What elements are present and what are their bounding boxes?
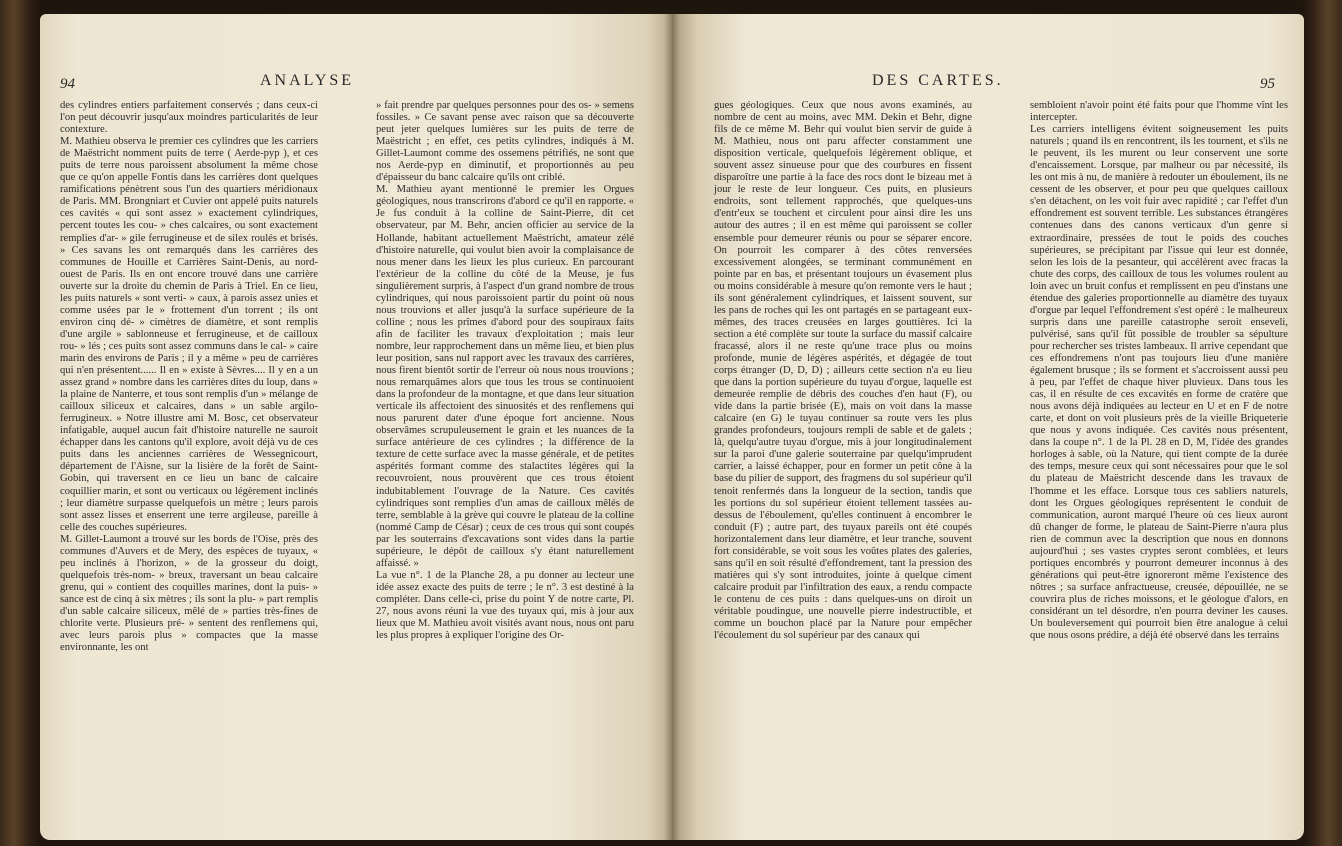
right-page <box>672 14 1304 840</box>
page-number: 94 <box>60 76 75 92</box>
text-column-2: sembloient n'avoir point été faits pour que l'homme vînt les intercepter. Les carriers intelligens évitent soigneusement les puits naturels ; quand ils en rencontrent, ils les tournent, et s'ils ne le peuvent, ils les murent ou leur conservent une sorte d'encaissement. Lorsque, par malheur ou par nécessité, ils les ont mis à nu, de manière à redouter un éboulement, ils ne cessent de les observer, et pour peu que quelques cailloux s'en détachent, on les voit fuir avec rapidité ; car l'effet d'un effondrement est souvent terrible. Les substances étrangères contenues dans des canons verticaux d'un genre si extraordinaire, pressées de tout le poids des couches supérieures, se précipitant par l'issue qui leur est donnée, selon les lois de la pesanteur, qui accélèrent avec fracas la chute des corps, des cailloux de tous les volumes roulent au loin avec un bruit confus et remplissent en peu d'instans une étendue des galeries proportionnelle au diamètre des tuyaux d'orgue par lequel l'effondrement s'est opéré : le malheureux surpris dans une pareille catastrophe seroit enseveli, pulvérisé, sans qu'il fût possible de troubler sa sépulture pour rechercher ses tristes lambeaux. Il arrive cependant que ces effondremens n'ont pas toujours lieu d'une manière également brusque ; ils se forment et s'accroissent aussi peu à peu, par l'effet de chaque hiver pluvieux. Dans tous les cas, il en résulte de ces excavités en forme de cratère que nous avons déjà indiquées au lecteur en U et en F de notre carte, et dont on voit plusieurs près de la vieille Briqueterie que nous y avons indiquée. Ces cavités nous présentent, dans la coupe n°. 1 de la Pl. 28 en D, M, l'idée des grandes horloges à sable, où la Nature, qui tient compte de la durée des temps, mesure ceux qui sont nécessaires pour que le sol du plateau de Maëstricht descende dans les travaux de l'homme et les efface. Lorsque tous ces sabliers naturels, dont les Orgues géologiques représentent le conduit de communication, auront marqué l'heure où ces lieux auront dû changer de forme, le plateau de Saint-Pierre n'aura plus rien de commun avec la description que nous en donnons aujourd'hui ; ses vastes cryptes seront comblées, et leurs portiques encombrés y pourront demeurer inconnus à des générations qui peut-être ignoreront même l'existence des nôtres ; sa surface anfractueuse, creusée, dépouillée, ne se couvrira plus de riches moissons, et le géologue d'alors, en considérant un tel désordre, n'en pourra deviner les causes. Un bouleversement qui pourroit bien être analogue à celui que nous osons prédire, a déjà été observé dans les terrains <box>1030 100 1288 642</box>
page-number: 95 <box>1260 76 1275 92</box>
left-page <box>40 14 672 840</box>
book-gutter <box>664 14 680 840</box>
text-column-1: gues géologiques. Ceux que nous avons examinés, au nombre de cent au moins, avec MM. Dekin et Behr, digne fils de ce même M. Behr qui voulut bien servir de guide à M. Mathieu, nous ont paru affecter constamment une disposition verticale, quelquefois légèrement oblique, et souvent assez sinueuse pour que des courbures en fissent disparoître une partie à la face des rocs dont le bizeau met à jour le reste de leur longueur. Ces puits, en plusieurs endroits, sont tellement rapprochés, que quelques-uns d'entr'eux se touchent et circulent pour ainsi dire les uns autour des autres ; il en est même qui paroissent se coller ensemble pour demeurer réunis ou pour se séparer encore. On pourroit les comparer à des côtes renversées excessivement alongées, se terminant communément en pointe par en bas, et présentant toujours un évasement plus ou moins considérable à mesure qu'on remonte vers le haut ; ils sont généralement cylindriques, et laissent souvent, sur les pans de roches qui les ont partagés en se partageant eux-mêmes, des traces creusées en larges gouttières. Ici la section a été complète sur toute la surface du massif calcaire fracassé, alors il ne reste qu'une trace plus ou moins profonde, munie de légères aspérités, et dégagée de tout corps étranger (D, D, D) ; ailleurs cette section n'a eu lieu que dans la portion supérieure du tuyau d'orgue, laquelle est demeurée remplie de débris des couches d'en haut (F), ou vide dans la partie brisée (E), mais on voit dans la masse calcaire (en G) le tuyau continuer sa route vers les plus grandes profondeurs, toujours rempli de sable et de galets ; là, quelqu'autre tuyau d'orgue, mis à jour longitudinalement sur la paroi d'une galerie souterraine par quelqu'imprudent carrier, a laissé échapper, pour en former un petit cône à la base du pilier de support, des fragmens du sol supérieur qu'il tenoit renfermés dans la longueur de la section, tandis que les portions du sol supérieur étoient tellement tassées au-dessus de l'éboulement, qu'elles continuent à encombrer le conduit (F) ; autre part, des tuyaux pareils ont été coupés horizontalement dans leur diamètre, et leur tranche, souvent fort considérable, se voit sous les voûtes plates des galeries, sans qu'il en soit résulté d'effondrement, tant la pression des matières qui s'y sont introduites, jointe à quelque ciment calcaire produit par l'infiltration des eaux, a rendu compacte le contenu de ces puits : dans quelques-uns on diroit un véritable poudingue, une nouvelle pierre indestructible, et comme un bouchon placé par la Nature pour empêcher l'écoulement du sol supérieur par des canaux qui <box>714 100 972 642</box>
running-head: DES CARTES. <box>872 72 1004 89</box>
text-column-1: des cylindres entiers parfaitement conservés ; dans ceux-ci l'on peut découvrir jusqu'aux moindres particularités de leur contexture. M. Mathieu observa le premier ces cylindres que les carriers de Maëstricht nomment puits de terre ( Aerde-pyp ), et ces puits de terre nous paroissent absolument la même chose que ce qu'on appelle Fontis dans les carrières dont quelques ramifications pénètrent sous l'un des quartiers méridionaux de Paris. MM. Brongniart et Cuvier ont appelé puits naturels ces cavités « qui sont assez » exactement cylindriques, percent toutes les cou- » ches calcaires, ou sont exactement remplies d'ar- » gile ferrugineuse et de silex roulés et brisés. » Ces savans les ont remarqués dans les carrières des communes de Houille et Carrières Saint-Denis, au nord-ouest de Paris. Ils en ont encore trouvé dans une carrière ouverte sur la droite du chemin de Paris à Triel. En ce lieu, les puits naturels « sont verti- » caux, à parois assez unies et comme usées par le » frottement d'un torrent ; ils ont environ cinq dé- » cimètres de diamètre, et sont remplis d'une argile » sablonneuse et ferrugineuse, et de cailloux rou- » lés ; ces puits sont assez communs dans le cal- » caire marin des environs de Paris ; il y a même » peu de carrières qui n'en présentent...... Il en » existe à Sèvres.... Il y en a un assez grand » nombre dans les carrières dites du loup, dans » la plaine de Nanterre, et tous sont remplis d'un » mélange de cailloux siliceux et calcaires, dans » un sable argilo-ferrugineux. » Notre illustre ami M. Bosc, cet observateur infatigable, auquel aucun fait d'histoire naturelle ne sauroit échapper dans les cantons qu'il explore, avoit déjà vu de ces puits dans les anciennes carrières de Wessegnicourt, département de l'Aisne, sur la lisière de la forêt de Saint-Gobin, qui traversent en ce lieu un banc de calcaire coquillier marin, et sont ou verticaux ou légèrement inclinés ; leur diamètre surpasse quelquefois un mètre ; leurs parois sont assez lisses et enserrent une terre argileuse, pareille à celle des couches supérieures. M. Gillet-Laumont a trouvé sur les bords de l'Oise, près des communes d'Auvers et de Mery, des espèces de tuyaux, « peu inclinés à l'horizon, » de la grosseur du doigt, quelquefois très-nom- » breux, traversant un beau calcaire grenu, qui » contient des coquilles marines, dont la puis- » sance est de cinq à six mètres ; ils sont la plu- » part remplis d'un sable calcaire siliceux, mêlé de » parties très-fines de chlorite verte. Plusieurs pré- » sentent des renflemens qui, avec leurs parois plus » compactes que la masse environnante, les ont <box>60 100 318 654</box>
running-head: ANALYSE <box>260 72 355 89</box>
text-column-2: » fait prendre par quelques personnes pour des os- » semens fossiles. » Ce savant pense avec raison que sa découverte peut jeter quelques lumières sur les puits de terre de Maëstricht ; en effet, ces petits cylindres, indiqués à M. Gillet-Laumont comme des ossemens pétrifiés, ne sont que nos Aerde-pyp en diminutif, et proportionnés au peu d'épaisseur du banc calcaire qu'ils ont criblé. M. Mathieu ayant mentionné le premier les Orgues géologiques, nous transcrirons d'abord ce qu'il en rapporte. « Je fus conduit à la colline de Saint-Pierre, dit cet observateur, par M. Behr, ancien officier au service de la Hollande, habitant actuellement Maëstricht, amateur zélé d'histoire naturelle, qui voulut bien avoir la complaisance de nous mener dans les lieux les plus curieux. En parcourant l'extérieur de la colline du côté de la Meuse, je fus singulièrement surpris, à l'aspect d'un grand nombre de trous cylindriques, qui nous paroissoient partir du point où nous nous trouvions et aller jusqu'à la surface supérieure de la colline ; nous les prîmes d'abord pour des soupiraux faits afin de faciliter les travaux d'exploitation ; mais leur nombre, leur rapprochement dans un même lieu, et bien plus leur position, sans nul rapport avec les travaux des carrières, nous firent bientôt sortir de l'erreur où nous nous trouvions ; nous remarquâmes alors que tous les trous se continuoient dans la profondeur de la montagne, et que dans leur situation verticale ils affectoient des sinuosités et des renflemens qui nous parurent dater d'une époque fort ancienne. Nous observâmes scrupuleusement le grain et les nuances de la surface antérieure de ces cylindres ; la différence de la texture de cette surface avec la masse générale, et de petites aspérités formant comme des stalactites légères qui la recouvroient, nous prouvèrent que ces trous étoient indubitablement l'ouvrage de la Nature. Ces cavités cylindriques sont remplies d'un amas de cailloux mêlés de terre, semblable à la grève qui couvre le plateau de la colline (nommé Camp de César) ; ceux de ces trous qui sont coupés par les souterrains d'excavations sont vides dans la partie supérieure, le dépôt de cailloux s'y étant naturellement affaissé. » La vue n°. 1 de la Planche 28, a pu donner au lecteur une idée assez exacte des puits de terre ; le n°. 3 est destiné à la compléter. Dans celle-ci, prise du point Y de notre carte, Pl. 27, nous avons réuni la vue des tuyaux qui, mis à jour aux lieux que M. Mathieu avoit visités avant nous, nous ont paru les plus propres à expliquer l'origine des Or- <box>376 100 635 642</box>
